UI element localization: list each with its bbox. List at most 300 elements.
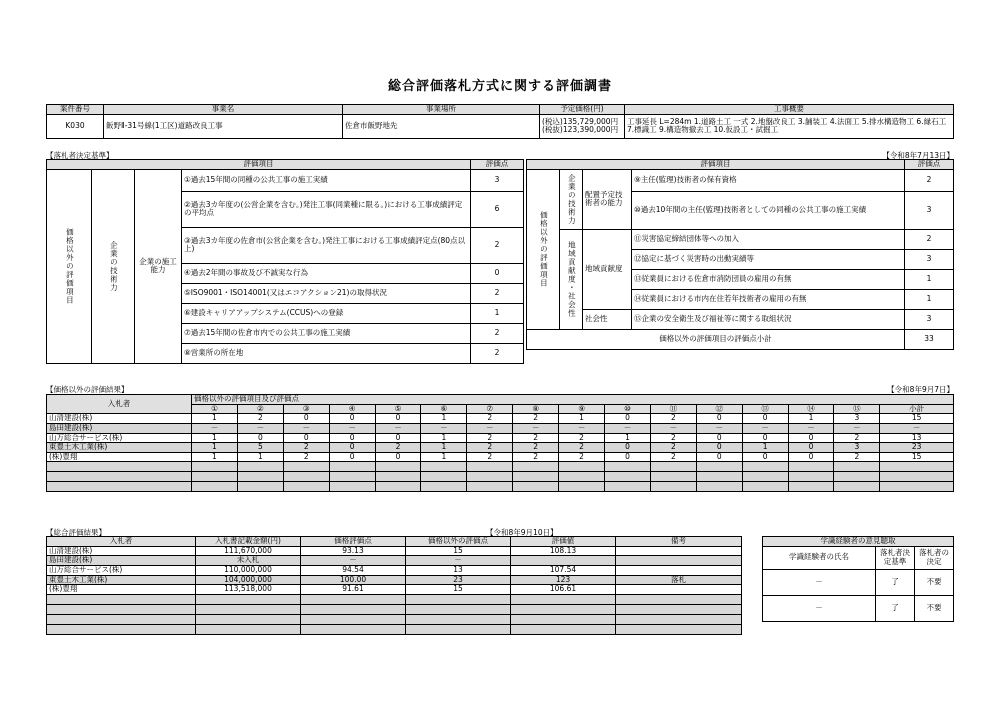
score-cell: 3 xyxy=(834,443,880,453)
page-title: 総合評価落札方式に関する評価調書 xyxy=(387,79,612,94)
score-cell: 1 xyxy=(237,452,283,462)
criteria-score: 6 xyxy=(471,191,524,227)
blank-cell xyxy=(237,472,283,482)
blank-cell xyxy=(511,604,616,614)
score-cell: 0 xyxy=(788,452,834,462)
blank-cell xyxy=(696,472,742,482)
score-cell: 2 xyxy=(467,414,513,424)
score-cell: 2 xyxy=(237,414,283,424)
left-cat1: 価格以外の評価項目 xyxy=(47,169,92,363)
overall-price-score: 91.61 xyxy=(301,585,406,595)
overall-amount: 未入札 xyxy=(196,556,301,566)
score-cell: 1 xyxy=(421,443,467,453)
overall-name: 東豊土木工業(株) xyxy=(47,575,196,585)
right-sub2: 地域貢献度 xyxy=(583,229,632,309)
score-cell: 1 xyxy=(421,414,467,424)
nonprice-col-header: ⑦ xyxy=(467,404,513,414)
score-cell: 0 xyxy=(742,414,788,424)
score-cell: － xyxy=(329,423,375,433)
score-cell: 0 xyxy=(605,443,651,453)
criteria-item: ⑭従業員における市内在住若年技術者の雇用の有無 xyxy=(632,289,905,309)
nonprice-col-header: ⑫ xyxy=(696,404,742,414)
overall-name: 山万総合サービス(株) xyxy=(47,565,196,575)
score-cell: 0 xyxy=(329,414,375,424)
table-row xyxy=(47,585,742,595)
col-item: 評価項目 xyxy=(527,160,905,170)
overall-other-score: 23 xyxy=(406,575,511,585)
overall-name: (株)豊翔 xyxy=(47,585,196,595)
blank-cell xyxy=(605,472,651,482)
blank-row xyxy=(47,624,742,634)
overall-note: 落札 xyxy=(616,575,742,585)
overall-other-score: 15 xyxy=(406,546,511,556)
score-cell: － xyxy=(650,423,696,433)
score-cell: 2 xyxy=(650,414,696,424)
criteria-right-table xyxy=(526,159,954,350)
table-row xyxy=(47,414,954,424)
expert-dec: 不要 xyxy=(915,595,954,621)
project-price xyxy=(540,114,625,138)
blank-cell xyxy=(283,472,329,482)
overall-section-label: 【総合評価結果】 xyxy=(46,528,106,537)
blank-cell xyxy=(47,614,196,624)
criteria-item: ①過去15年間の同種の公共工事の施工実績 xyxy=(182,169,471,191)
right-cat2b: 地域貢献度・社会性 xyxy=(560,229,583,329)
blank-cell xyxy=(650,472,696,482)
blank-cell xyxy=(47,472,192,482)
criteria-score: 2 xyxy=(471,283,524,303)
bidder-name: (株)豊翔 xyxy=(47,452,192,462)
score-cell: 0 xyxy=(329,443,375,453)
ov-head: 入札書記載金額(円) xyxy=(196,537,301,547)
blank-cell xyxy=(834,482,880,492)
criteria-score: 3 xyxy=(905,309,954,329)
criteria-score: 0 xyxy=(471,263,524,283)
score-cell: 1 xyxy=(559,414,605,424)
criteria-date: 【令和8年7月13日】 xyxy=(882,151,954,160)
nonprice-col-header: ⑪ xyxy=(650,404,696,414)
criteria-left-table xyxy=(46,159,524,364)
blank-cell xyxy=(301,614,406,624)
criteria-item: ⑩過去10年間の主任(監理)技術者としての同種の公共工事の施工実績 xyxy=(632,191,905,229)
score-cell: 0 xyxy=(742,452,788,462)
blank-cell xyxy=(742,462,788,472)
overall-table xyxy=(46,536,742,635)
blank-cell xyxy=(375,462,421,472)
overall-name: 島田建設(株) xyxy=(47,556,196,566)
score-cell: 2 xyxy=(559,433,605,443)
blank-cell xyxy=(559,472,605,482)
blank-cell xyxy=(696,482,742,492)
score-cell: 1 xyxy=(421,452,467,462)
criteria-item: ⑦過去15年間の佐倉市内での公共工事の施工実績 xyxy=(182,323,471,343)
score-cell: 2 xyxy=(375,443,421,453)
overall-amount: 111,670,000 xyxy=(196,546,301,556)
criteria-item: ⑥建設キャリアアップシステム(CCUS)への登録 xyxy=(182,303,471,323)
score-cell: 2 xyxy=(513,414,559,424)
criteria-section-label: 【落札者決定基準】 xyxy=(46,151,114,160)
criteria-score: 1 xyxy=(905,289,954,309)
blank-cell xyxy=(375,482,421,492)
blank-row xyxy=(47,462,954,472)
blank-cell xyxy=(283,462,329,472)
blank-cell xyxy=(329,462,375,472)
score-cell: 1 xyxy=(742,443,788,453)
blank-cell xyxy=(467,462,513,472)
bidder-name: 東豊土木工業(株) xyxy=(47,443,192,453)
overall-price-score: － xyxy=(301,556,406,566)
right-sub3: 社会性 xyxy=(583,309,632,329)
criteria-item: ⑮企業の安全衛生及び福祉等に関する取組状況 xyxy=(632,309,905,329)
overall-value: 108.13 xyxy=(511,546,616,556)
score-cell: 0 xyxy=(788,443,834,453)
score-cell: 2 xyxy=(513,443,559,453)
project-name: 飯野Ⅱ-31号線(1工区)道路改良工事 xyxy=(104,114,343,138)
blank-cell xyxy=(406,594,511,604)
blank-cell xyxy=(513,482,559,492)
table-row xyxy=(47,546,742,556)
nonprice-col-header: ⑧ xyxy=(513,404,559,414)
score-cell: 2 xyxy=(283,443,329,453)
blank-cell xyxy=(47,462,192,472)
header-summary: 工事概要 xyxy=(625,105,954,115)
expert-dec: 不要 xyxy=(915,569,954,595)
blank-cell xyxy=(696,462,742,472)
score-cell: 2 xyxy=(467,452,513,462)
score-cell: － xyxy=(513,423,559,433)
nonprice-col-header: ⑮ xyxy=(834,404,880,414)
criteria-score: 1 xyxy=(905,269,954,289)
score-cell: 15 xyxy=(880,452,954,462)
nonprice-date: 【令和8年9月7日】 xyxy=(887,385,954,394)
score-cell: － xyxy=(283,423,329,433)
criteria-item: ⑨主任(監理)技術者の保有資格 xyxy=(632,169,905,191)
score-cell: 2 xyxy=(650,433,696,443)
criteria-item: ⑬従業員における佐倉市消防団員の雇用の有無 xyxy=(632,269,905,289)
nonprice-col-header: ① xyxy=(192,404,238,414)
header-name: 事業名 xyxy=(104,105,343,115)
score-cell: － xyxy=(742,423,788,433)
blank-cell xyxy=(880,462,954,472)
overall-date: 【令和8年9月10日】 xyxy=(486,528,558,537)
price-incl: (税込)135,729,000円 xyxy=(542,116,619,126)
blank-row xyxy=(47,594,742,604)
table-row xyxy=(47,452,954,462)
table-row xyxy=(47,423,954,433)
overall-note xyxy=(616,546,742,556)
criteria-score: 2 xyxy=(905,229,954,249)
project-location: 佐倉市飯野地先 xyxy=(343,114,540,138)
score-cell: 2 xyxy=(834,433,880,443)
criteria-score: 2 xyxy=(471,323,524,343)
score-cell: － xyxy=(880,423,954,433)
blank-cell xyxy=(880,482,954,492)
ov-head: 価格評価点 xyxy=(301,537,406,547)
score-cell: 15 xyxy=(880,414,954,424)
blank-cell xyxy=(616,604,742,614)
col-score: 評価点 xyxy=(905,160,954,170)
score-cell: － xyxy=(559,423,605,433)
blank-cell xyxy=(834,462,880,472)
blank-cell xyxy=(559,482,605,492)
expert-name: － xyxy=(763,569,876,595)
table-row xyxy=(47,433,954,443)
blank-cell xyxy=(511,614,616,624)
right-sub1: 配置予定技術者の能力 xyxy=(583,169,632,229)
criteria-item: ⑤ISO9001・ISO14001(又はエコアクション21)の取得状況 xyxy=(182,283,471,303)
score-cell: 2 xyxy=(513,433,559,443)
overall-note xyxy=(616,585,742,595)
experts-head: 落札者の決定 xyxy=(915,546,954,569)
expert-std: 了 xyxy=(876,569,915,595)
criteria-score: 1 xyxy=(471,303,524,323)
score-cell: － xyxy=(605,423,651,433)
blank-cell xyxy=(301,604,406,614)
group-label: 価格以外の評価項目及び評価点 xyxy=(192,395,954,405)
score-cell: 0 xyxy=(283,433,329,443)
overall-note xyxy=(616,565,742,575)
project-table xyxy=(46,104,954,139)
subtotal-value: 33 xyxy=(905,329,954,349)
criteria-item: ⑫協定に基づく災害時の出動実績等 xyxy=(632,249,905,269)
blank-cell xyxy=(511,624,616,634)
blank-cell xyxy=(406,624,511,634)
score-cell: 1 xyxy=(192,443,238,453)
score-cell: 2 xyxy=(559,452,605,462)
bidder-name: 山清建設(株) xyxy=(47,414,192,424)
score-cell: 0 xyxy=(788,433,834,443)
blank-cell xyxy=(196,614,301,624)
blank-cell xyxy=(47,482,192,492)
experts-title: 学識経験者の意見聴取 xyxy=(763,537,954,547)
blank-cell xyxy=(196,604,301,614)
blank-cell xyxy=(788,482,834,492)
score-cell: 0 xyxy=(605,414,651,424)
table-row xyxy=(47,556,742,566)
score-cell: 1 xyxy=(192,452,238,462)
blank-row xyxy=(47,472,954,482)
nonprice-col-header: ④ xyxy=(329,404,375,414)
blank-cell xyxy=(192,472,238,482)
blank-cell xyxy=(421,482,467,492)
blank-cell xyxy=(421,462,467,472)
score-cell: － xyxy=(696,423,742,433)
overall-amount: 113,518,000 xyxy=(196,585,301,595)
blank-cell xyxy=(742,482,788,492)
score-cell: 0 xyxy=(696,452,742,462)
score-cell: 0 xyxy=(329,433,375,443)
criteria-item: ④過去2年間の事故及び不誠実な行為 xyxy=(182,263,471,283)
blank-cell xyxy=(329,472,375,482)
score-cell: 0 xyxy=(237,433,283,443)
blank-cell xyxy=(742,472,788,482)
overall-other-score: 15 xyxy=(406,585,511,595)
score-cell: 3 xyxy=(834,414,880,424)
blank-row xyxy=(47,482,954,492)
blank-cell xyxy=(513,472,559,482)
criteria-score: 2 xyxy=(471,227,524,263)
bidder-name: 山万総合サービス(株) xyxy=(47,433,192,443)
score-cell: 1 xyxy=(192,433,238,443)
left-cat3: 企業の施工能力 xyxy=(135,169,182,363)
blank-cell xyxy=(192,482,238,492)
score-cell: 0 xyxy=(375,433,421,443)
score-cell: － xyxy=(192,423,238,433)
blank-cell xyxy=(616,594,742,604)
bidder-name: 島田建設(株) xyxy=(47,423,192,433)
score-cell: 0 xyxy=(696,443,742,453)
nonprice-col-header: 小計 xyxy=(880,404,954,414)
blank-cell xyxy=(192,462,238,472)
blank-cell xyxy=(196,594,301,604)
blank-cell xyxy=(605,482,651,492)
score-cell: 5 xyxy=(237,443,283,453)
subtotal-label: 価格以外の評価項目の評価点小計 xyxy=(527,329,905,349)
score-cell: 0 xyxy=(696,414,742,424)
nonprice-col-header: ⑬ xyxy=(742,404,788,414)
blank-cell xyxy=(237,482,283,492)
score-cell: － xyxy=(788,423,834,433)
col-item: 評価項目 xyxy=(47,160,471,170)
score-cell: － xyxy=(421,423,467,433)
blank-cell xyxy=(616,614,742,624)
blank-cell xyxy=(301,624,406,634)
nonprice-col-header: ⑭ xyxy=(788,404,834,414)
score-cell: 1 xyxy=(421,433,467,443)
score-cell: 2 xyxy=(513,452,559,462)
overall-amount: 110,000,000 xyxy=(196,565,301,575)
score-cell: － xyxy=(467,423,513,433)
score-cell: 0 xyxy=(375,414,421,424)
score-cell: 0 xyxy=(329,452,375,462)
col-score: 評価点 xyxy=(471,160,524,170)
project-summary: 工事延長 L=284m 1.道路土工 一式 2.地盤改良工 3.舗装工 4.法面工 5.排水構造物工 6.縁石工 7.標識工 9.構造物撤去工 10.仮設工・試掘工 xyxy=(625,114,954,138)
blank-cell xyxy=(301,594,406,604)
blank-cell xyxy=(375,472,421,482)
expert-std: 了 xyxy=(876,595,915,621)
experts-head: 学識経験者の氏名 xyxy=(763,546,876,569)
nonprice-col-header: ③ xyxy=(283,404,329,414)
blank-cell xyxy=(650,482,696,492)
criteria-score: 2 xyxy=(905,169,954,191)
right-cat2a: 企業の技術力 xyxy=(560,169,583,229)
blank-cell xyxy=(788,462,834,472)
criteria-item: ⑪災害協定締結団体等への加入 xyxy=(632,229,905,249)
nonprice-col-header: ⑥ xyxy=(421,404,467,414)
ov-head: 価格以外の評価点 xyxy=(406,537,511,547)
nonprice-col-header: ⑩ xyxy=(605,404,651,414)
overall-note xyxy=(616,556,742,566)
nonprice-col-header: ⑨ xyxy=(559,404,605,414)
score-cell: 2 xyxy=(834,452,880,462)
blank-cell xyxy=(788,472,834,482)
score-cell: 1 xyxy=(788,414,834,424)
blank-cell xyxy=(406,604,511,614)
blank-cell xyxy=(467,472,513,482)
blank-cell xyxy=(47,604,196,614)
score-cell: 2 xyxy=(467,443,513,453)
score-cell: 1 xyxy=(605,433,651,443)
score-cell: 2 xyxy=(467,433,513,443)
score-cell: － xyxy=(237,423,283,433)
bidder-col: 入札者 xyxy=(47,395,192,414)
overall-price-score: 93.13 xyxy=(301,546,406,556)
overall-value xyxy=(511,556,616,566)
left-cat2: 企業の技術力 xyxy=(92,169,135,363)
blank-cell xyxy=(880,472,954,482)
experts-head: 落札者決定基準 xyxy=(876,546,915,569)
blank-cell xyxy=(421,472,467,482)
expert-name: － xyxy=(763,595,876,621)
overall-name: 山清建設(株) xyxy=(47,546,196,556)
overall-value: 107.54 xyxy=(511,565,616,575)
overall-price-score: 100.00 xyxy=(301,575,406,585)
score-cell: 0 xyxy=(742,433,788,443)
overall-other-score: － xyxy=(406,556,511,566)
score-cell: 0 xyxy=(696,433,742,443)
score-cell: 13 xyxy=(880,433,954,443)
project-number: K030 xyxy=(47,114,104,138)
criteria-item: ③過去3カ年度の佐倉市(公営企業を含む。)発注工事における工事成績評定点(80点以上) xyxy=(182,227,471,263)
overall-price-score: 94.54 xyxy=(301,565,406,575)
blank-cell xyxy=(196,624,301,634)
score-cell: 0 xyxy=(605,452,651,462)
overall-value: 123 xyxy=(511,575,616,585)
overall-other-score: 13 xyxy=(406,565,511,575)
blank-cell xyxy=(513,462,559,472)
blank-cell xyxy=(467,482,513,492)
blank-cell xyxy=(406,614,511,624)
experts-table xyxy=(762,536,954,622)
overall-amount: 104,000,000 xyxy=(196,575,301,585)
score-cell: 2 xyxy=(650,443,696,453)
ov-head: 備考 xyxy=(616,537,742,547)
blank-row xyxy=(47,614,742,624)
blank-cell xyxy=(47,594,196,604)
criteria-score: 2 xyxy=(471,343,524,363)
score-cell: － xyxy=(834,423,880,433)
nonprice-col-header: ② xyxy=(237,404,283,414)
score-cell: 2 xyxy=(283,452,329,462)
blank-cell xyxy=(237,462,283,472)
right-cat1: 価格以外の評価項目 xyxy=(527,169,560,329)
nonprice-table xyxy=(46,394,954,492)
blank-cell xyxy=(329,482,375,492)
criteria-score: 3 xyxy=(905,191,954,229)
blank-cell xyxy=(559,462,605,472)
criteria-item: ②過去3カ年度の(公営企業を含む。)発注工事(同業種に限る。)における工事成績評定の平均点 xyxy=(182,191,471,227)
table-row xyxy=(47,575,742,585)
blank-cell xyxy=(834,472,880,482)
header-price: 予定価格(円) xyxy=(540,105,625,115)
price-excl: (税抜)123,390,000円 xyxy=(542,125,619,135)
nonprice-section-label: 【価格以外の評価結果】 xyxy=(46,385,129,394)
nonprice-col-header: ⑤ xyxy=(375,404,421,414)
criteria-item: ⑧営業所の所在地 xyxy=(182,343,471,363)
blank-cell xyxy=(650,462,696,472)
blank-cell xyxy=(605,462,651,472)
score-cell: 0 xyxy=(375,452,421,462)
ov-head: 入札者 xyxy=(47,537,196,547)
criteria-score: 3 xyxy=(905,249,954,269)
blank-cell xyxy=(511,594,616,604)
score-cell: 23 xyxy=(880,443,954,453)
table-row xyxy=(47,443,954,453)
criteria-score: 3 xyxy=(471,169,524,191)
score-cell: 2 xyxy=(650,452,696,462)
blank-row xyxy=(47,604,742,614)
blank-cell xyxy=(47,624,196,634)
